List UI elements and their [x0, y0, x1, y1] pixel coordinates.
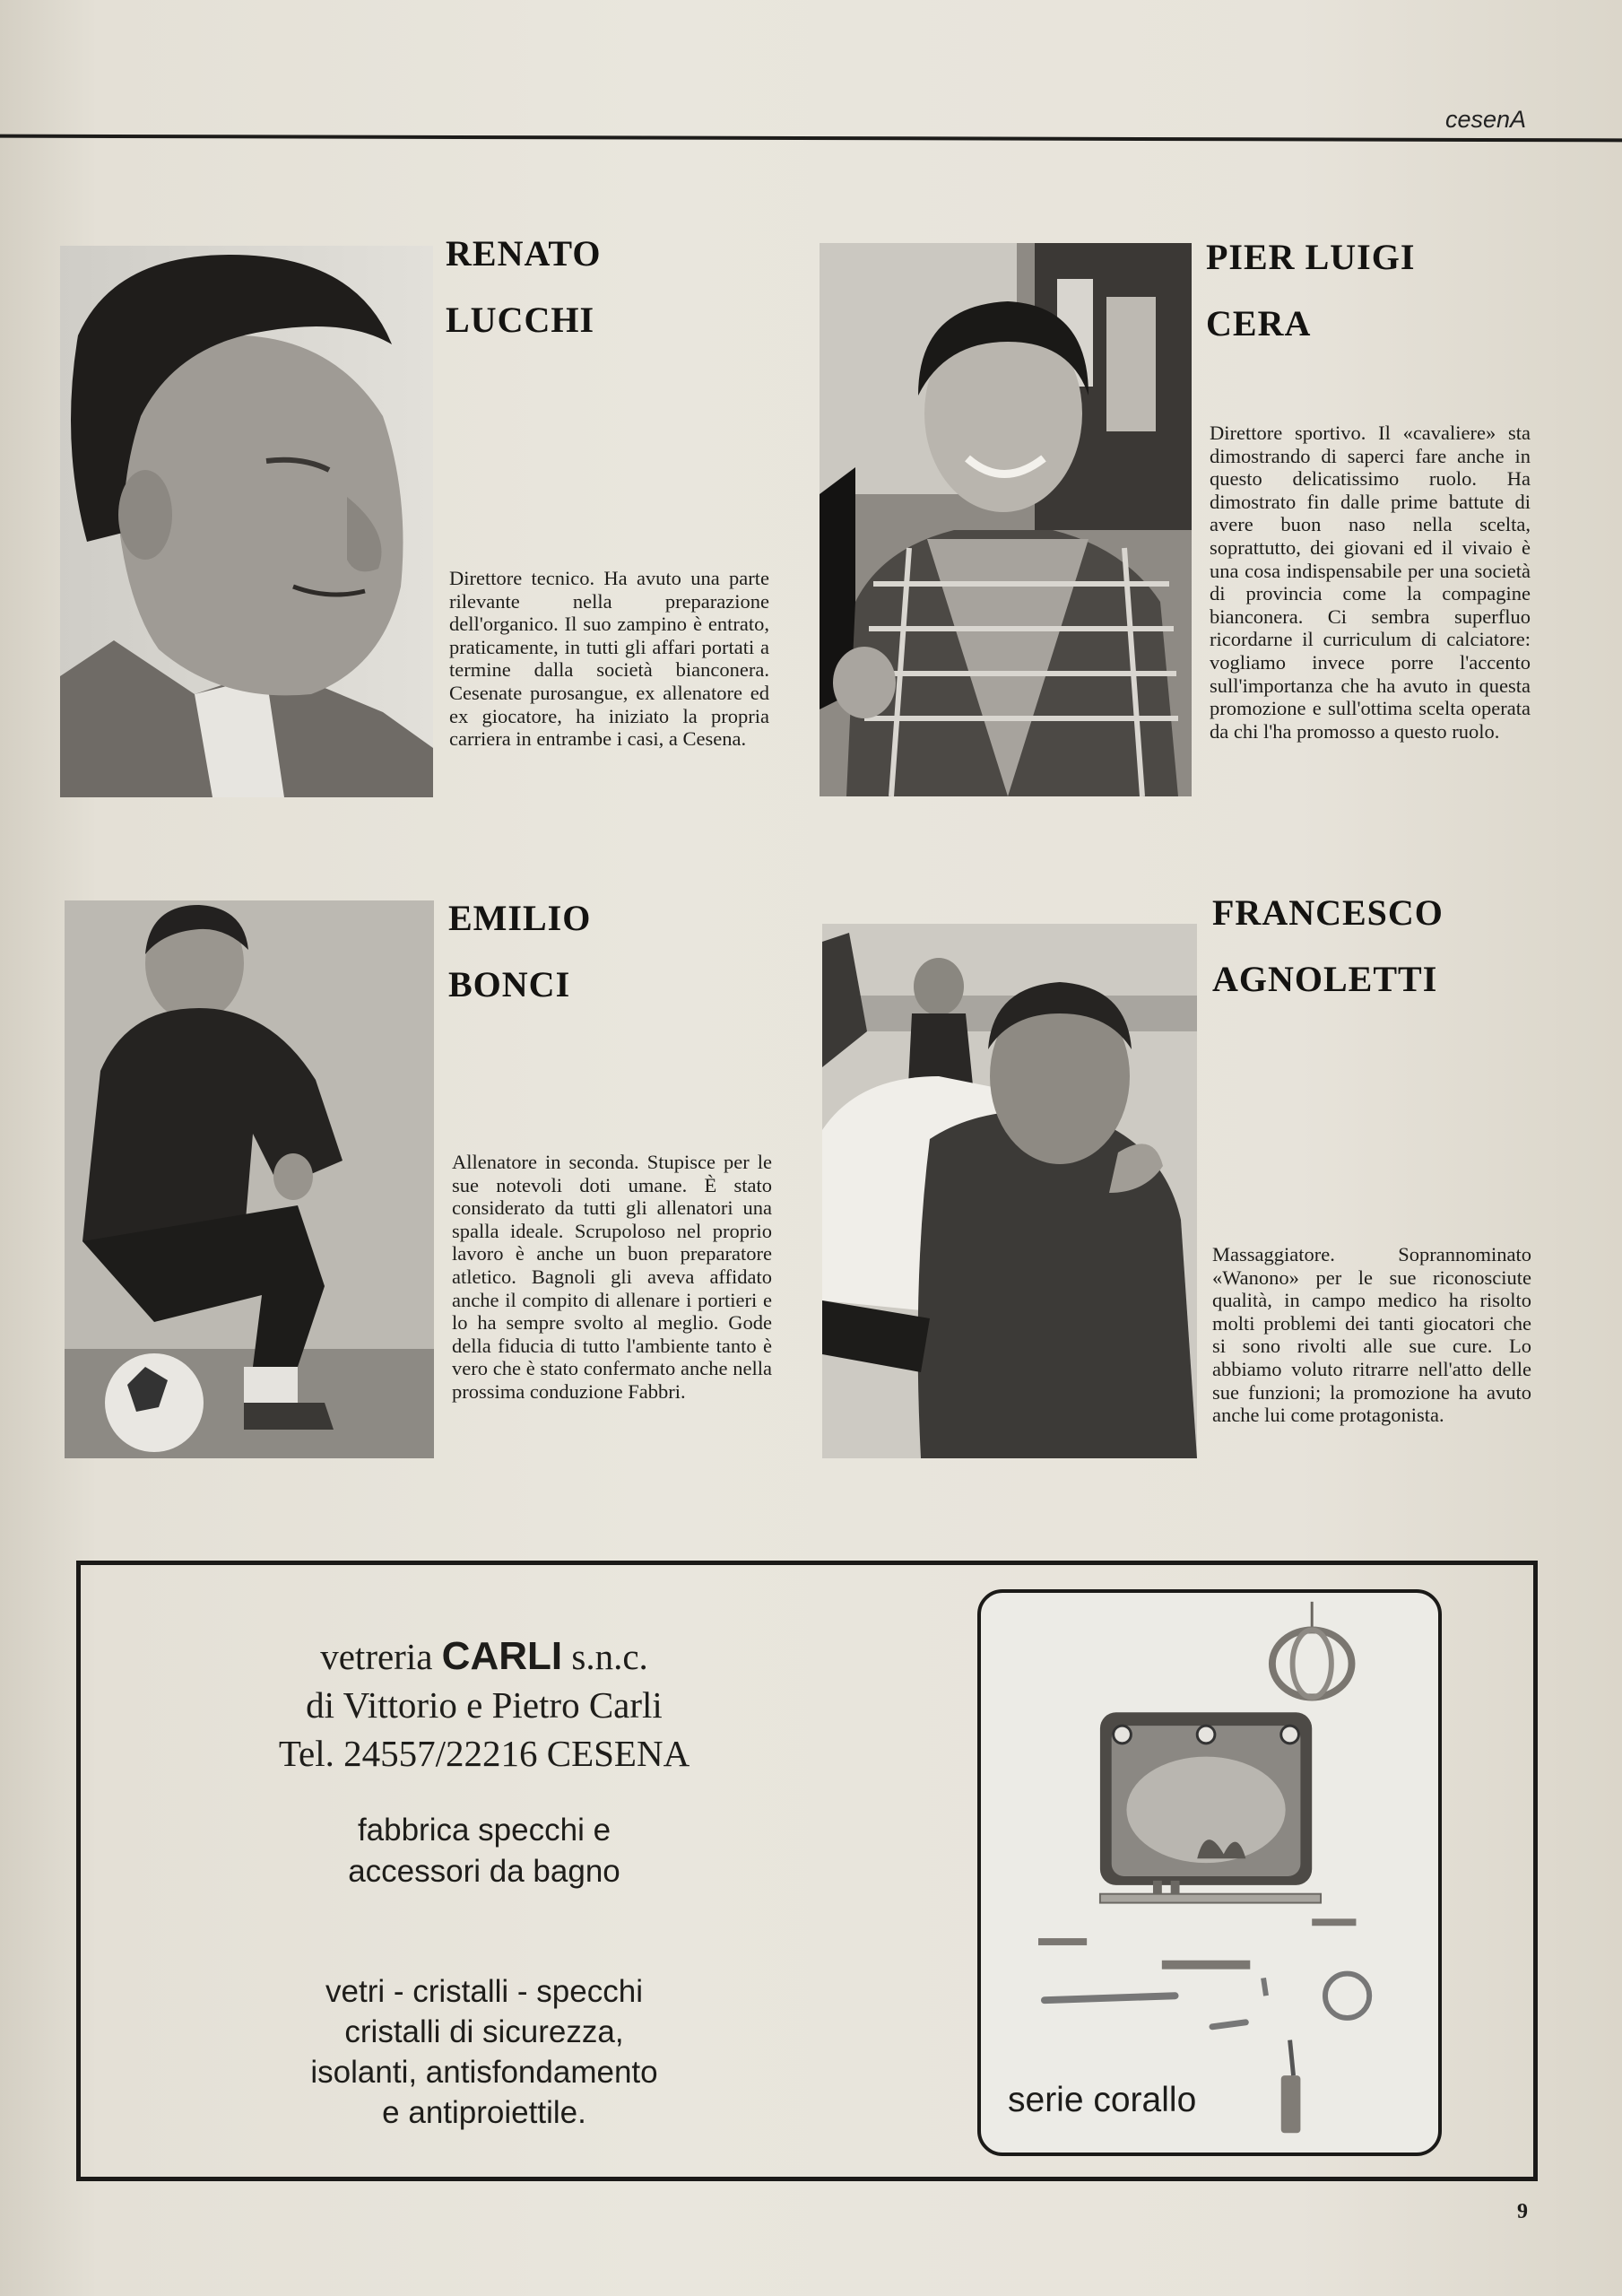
- ad-phone: Tel. 24557/22216 CESENA: [278, 1733, 690, 1774]
- first-name: PIER LUIGI: [1206, 237, 1416, 277]
- name-emilio-bonci: [448, 885, 591, 1018]
- last-name: AGNOLETTI: [1212, 959, 1438, 999]
- photo-pier-luigi-cera: [820, 243, 1192, 796]
- ad-company-line: [143, 1632, 825, 1681]
- bio-pier-luigi-cera: Direttore sportivo. Il «cavaliere» sta dimostrando di saperci fare anche in questo delicatissimo ruolo. Ha dimostrato fin dalle prime battute di avere buon naso nella scelta, soprattutto, dei giovani ed il vivaio è una cosa indispensabile per una società di provincia come la compagine bianconera. Ci sembra superfluo ricordarne il curriculum di calciatore: vogliamo invece porre l'accento sull'importanza che ha avuto in questa promozione e sull'ottima scelta operata da chi l'ha promosso a questo ruolo.: [1210, 422, 1531, 743]
- ad-products: [215, 1810, 753, 1892]
- ad-suffix: s.n.c.: [571, 1636, 648, 1677]
- first-name: RENATO: [446, 233, 602, 274]
- last-name: BONCI: [448, 964, 571, 1004]
- header-rule: [0, 135, 1622, 143]
- name-pier-luigi-cera: [1206, 224, 1415, 357]
- ad-brand: CARLI: [441, 1634, 563, 1678]
- ad-product-illustration: [977, 1589, 1442, 2156]
- ad-products-line-1: fabbrica specchi e: [357, 1813, 612, 1848]
- page-number: 9: [1517, 2200, 1528, 2223]
- bio-renato-lucchi: Direttore tecnico. Ha avuto una parte rilevante nella preparazione dell'organico. Il suo zampino è entrato, praticamente, in tutti gli affari portati a termine dalla società bianconera. Cesenate purosangue, ex allenatore ed ex giocatore, ha iniziato la propria carriera in entrambe i casi, a Cesena.: [449, 567, 769, 751]
- ad-materials-line-3: isolanti, antisfondamento: [310, 2055, 658, 2090]
- photo-renato-lucchi: [60, 246, 433, 797]
- name-renato-lucchi: [446, 221, 601, 353]
- ad-prefix: vetreria: [320, 1636, 433, 1677]
- first-name: FRANCESCO: [1212, 892, 1444, 933]
- first-name: EMILIO: [448, 898, 592, 938]
- ad-materials-line-2: cristalli di sicurezza,: [344, 2014, 624, 2049]
- bio-francesco-agnoletti: Massaggiatore. Soprannominato «Wanono» per le sue riconosciute qualità, in campo medico ha risolto molti problemi dei tanti giocatori che si sono rivolti alle sue cure. Lo abbiamo voluto ritrarre nell'atto delle sue funzioni; la promozione ha avuto anche lui come protagonista.: [1212, 1243, 1531, 1427]
- ad-materials-line-1: vetri - cristalli - specchi: [325, 1974, 643, 2009]
- photo-francesco-agnoletti: [822, 924, 1197, 1458]
- running-title: cesenA: [1445, 106, 1527, 133]
- name-francesco-agnoletti: [1212, 880, 1444, 1013]
- ad-products-line-2: accessori da bagno: [348, 1854, 620, 1889]
- photo-emilio-bonci: [65, 900, 434, 1458]
- bio-emilio-bonci: Allenatore in seconda. Stupisce per le sue notevoli doti umane. È stato considerato da tutti gli allenatori una spalla ideale. Scrupoloso nel proprio lavoro è anche un buon preparatore atletico. Bagnoli gli aveva affidato anche il compito di allenare i portieri e lo ha sempre svolto al meglio. Gode della fiducia di tutto l'ambiente tanto è vero che è stato confermato anche nella prossima conduzione Fabbri.: [452, 1151, 772, 1403]
- ad-company-block: [143, 1632, 825, 1778]
- last-name: LUCCHI: [446, 300, 595, 340]
- ad-series-caption: serie corallo: [1008, 2081, 1197, 2119]
- last-name: CERA: [1206, 303, 1312, 344]
- ad-materials-line-4: e antiproiettile.: [382, 2095, 586, 2130]
- ad-owners: di Vittorio e Pietro Carli: [306, 1684, 663, 1726]
- ad-materials: [188, 1971, 780, 2133]
